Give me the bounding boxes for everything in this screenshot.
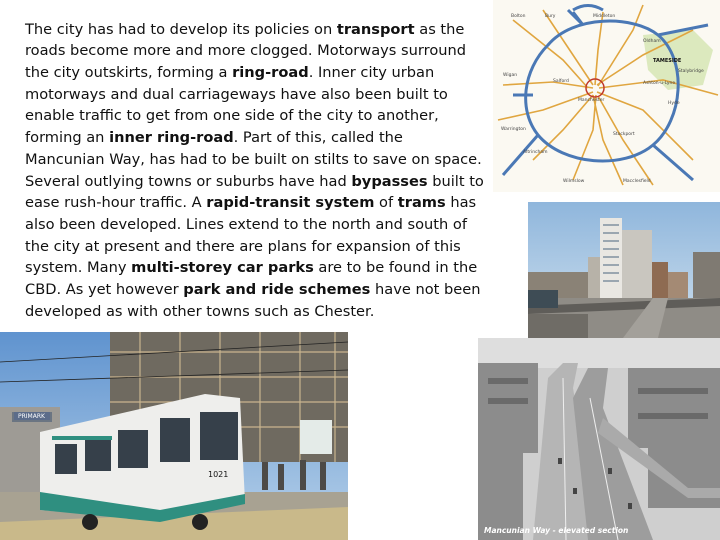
keyword: trams: [397, 194, 446, 212]
map-label: Macclesfield: [623, 179, 651, 184]
shop-sign: PRIMARK: [18, 413, 45, 420]
tram-number: 1021: [208, 470, 229, 479]
keyword: rapid-transit system: [206, 194, 375, 212]
map-label: Hyde: [668, 101, 680, 106]
tram-photo: [0, 332, 348, 540]
keyword: inner ring-road: [109, 129, 234, 147]
road-map-image: [493, 0, 720, 192]
keyword: bypasses: [351, 172, 428, 190]
map-label: Wigan: [503, 73, 518, 78]
photo-caption: Mancunian Way - elevated section: [484, 526, 629, 535]
keyword: transport: [336, 20, 415, 38]
map-label: Bolton: [511, 14, 526, 19]
map-label: Stalybridge: [678, 69, 704, 74]
map-label: Warrington: [501, 127, 526, 132]
map-label: Altrincham: [523, 150, 548, 155]
keyword: park and ride schemes: [183, 281, 371, 299]
keyword: ring-road: [232, 64, 309, 81]
map-label: Salford: [553, 79, 569, 84]
map-label: Middleton: [593, 14, 616, 19]
map-label: Bury: [545, 14, 556, 19]
map-label: Oldham: [643, 39, 661, 44]
map-label: Ashton-u-Lyne: [643, 81, 676, 86]
map-label: Manchester: [578, 98, 605, 103]
tower-block-photo: [528, 202, 720, 338]
body-paragraph: The city has had to develop its policies on transport as the roads become more and more clogged. Motorways surround the city outskirts, forming a ring-road. Inner city urban motorways and dual carriageways have also been built to enable traffic to get from one side of the city to another, forming an inner ring-road. Part of this, called the Mancunian Way, has had to be built on stilts to save on space. Several outlying towns or suburbs have had bypasses built to ease rush-hour traffic. A rapid-transit system of trams has also been developed. Lines extend to the north and south of the city at present and there are plans for expansion of this system. Many multi-storey car parks are to be found in the CBD. As yet however park and ride schemes have not been developed as with other towns such as Chester.: [25, 20, 484, 320]
mancunian-way-photo: [478, 338, 720, 540]
keyword: multi-storey car parks: [131, 259, 314, 277]
map-label: Stockport: [613, 132, 635, 137]
map-label: TAMESIDE: [653, 58, 682, 64]
map-label: Wilmslow: [563, 179, 585, 184]
